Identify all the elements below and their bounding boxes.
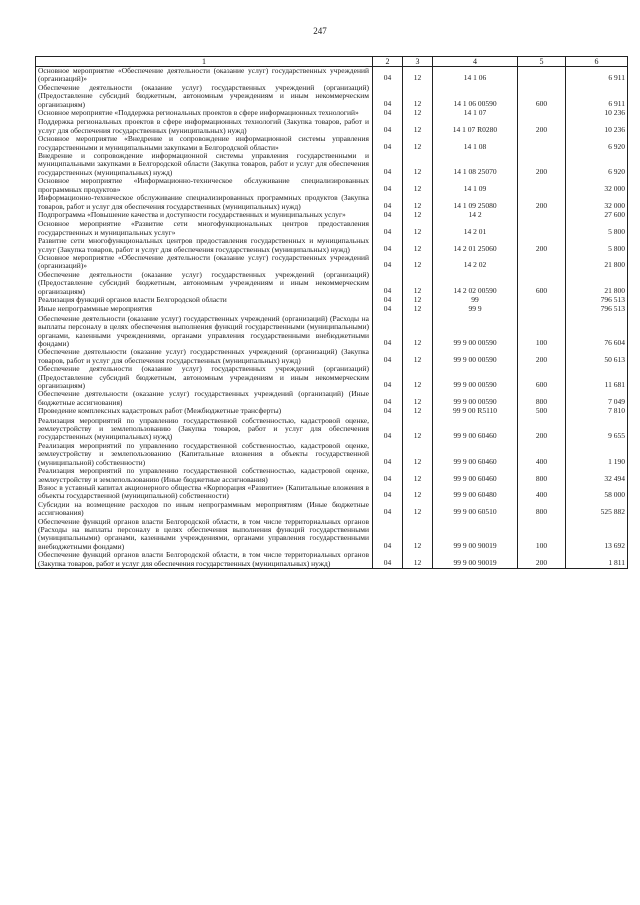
row-section: 04 bbox=[373, 551, 403, 568]
table-row bbox=[36, 67, 628, 84]
row-amount: 76 604 bbox=[566, 315, 628, 349]
row-amount: 21 800 bbox=[566, 271, 628, 296]
row-expense-type: 500 bbox=[518, 407, 566, 416]
row-section: 04 bbox=[373, 220, 403, 237]
table-row bbox=[36, 254, 628, 271]
row-subsection: 12 bbox=[403, 551, 433, 568]
row-subsection: 12 bbox=[403, 118, 433, 135]
row-subsection: 12 bbox=[403, 152, 433, 177]
row-section: 04 bbox=[373, 84, 403, 109]
row-name: Иные непрограммные мероприятия bbox=[36, 305, 373, 314]
row-name: Основное мероприятие «Внедрение и сопровождение информационной системы управления государственными и муниципальными закупками в Белгородской области» bbox=[36, 135, 373, 152]
row-expense-type bbox=[518, 220, 566, 237]
row-target-code: 14 2 02 00590 bbox=[433, 271, 518, 296]
row-name: Основное мероприятие «Обеспечение деятельности (оказание услуг) государственных учреждений (организаций)» bbox=[36, 67, 373, 84]
row-subsection: 12 bbox=[403, 177, 433, 194]
row-section: 04 bbox=[373, 271, 403, 296]
row-expense-type: 200 bbox=[518, 551, 566, 568]
row-target-code: 14 1 06 bbox=[433, 67, 518, 84]
row-target-code: 99 9 00 00590 bbox=[433, 315, 518, 349]
table-row bbox=[36, 135, 628, 152]
row-target-code: 99 9 00 60510 bbox=[433, 501, 518, 518]
row-section: 04 bbox=[373, 315, 403, 349]
row-name: Основное мероприятие «Развитие сети многофункциональных центров предоставления государственных и муниципальных услуг» bbox=[36, 220, 373, 237]
row-expense-type: 200 bbox=[518, 194, 566, 211]
row-subsection: 12 bbox=[403, 220, 433, 237]
row-expense-type: 100 bbox=[518, 315, 566, 349]
row-name: Информационно-техническое обслуживание специализированных программных продуктов (Закупка товаров, работ и услуг для обеспечения государственных (муниципальных) нужд) bbox=[36, 194, 373, 211]
row-name: Обеспечение деятельности (оказание услуг) государственных учреждений (организаций) (Предоставление субсидий бюджетным, автономным учреждениям и иным некоммерческим организациям) bbox=[36, 271, 373, 296]
row-amount: 21 800 bbox=[566, 254, 628, 271]
row-section: 04 bbox=[373, 177, 403, 194]
row-subsection: 12 bbox=[403, 407, 433, 416]
row-subsection: 12 bbox=[403, 390, 433, 407]
row-target-code: 99 9 00 90019 bbox=[433, 551, 518, 568]
row-name: Реализация функций органов власти Белгородской области bbox=[36, 296, 373, 305]
row-expense-type: 800 bbox=[518, 390, 566, 407]
row-target-code: 99 9 bbox=[433, 305, 518, 314]
row-target-code: 99 9 00 00590 bbox=[433, 365, 518, 390]
row-subsection: 12 bbox=[403, 237, 433, 254]
row-name: Подпрограмма «Повышение качества и доступности государственных и муниципальных услуг» bbox=[36, 211, 373, 220]
row-section: 04 bbox=[373, 254, 403, 271]
row-expense-type bbox=[518, 211, 566, 220]
row-expense-type: 200 bbox=[518, 237, 566, 254]
row-amount: 6 911 bbox=[566, 84, 628, 109]
row-target-code: 14 1 08 bbox=[433, 135, 518, 152]
row-name: Взнос в уставный капитал акционерного общества «Корпорация «Развитие» (Капитальные вложения в объекты государственной (муниципальной) собственности) bbox=[36, 484, 373, 501]
row-target-code: 99 bbox=[433, 296, 518, 305]
row-expense-type bbox=[518, 177, 566, 194]
row-amount: 6 920 bbox=[566, 152, 628, 177]
column-header: 2 bbox=[373, 57, 403, 67]
row-amount: 27 600 bbox=[566, 211, 628, 220]
budget-table bbox=[35, 56, 628, 569]
row-subsection: 12 bbox=[403, 84, 433, 109]
table-row bbox=[36, 467, 628, 484]
row-section: 04 bbox=[373, 417, 403, 442]
column-header: 5 bbox=[518, 57, 566, 67]
row-expense-type: 800 bbox=[518, 467, 566, 484]
row-section: 04 bbox=[373, 501, 403, 518]
row-expense-type: 400 bbox=[518, 442, 566, 467]
table-row bbox=[36, 365, 628, 390]
row-section: 04 bbox=[373, 211, 403, 220]
row-expense-type: 400 bbox=[518, 484, 566, 501]
row-amount: 13 692 bbox=[566, 518, 628, 552]
row-target-code: 14 2 01 bbox=[433, 220, 518, 237]
row-expense-type: 100 bbox=[518, 518, 566, 552]
row-subsection: 12 bbox=[403, 417, 433, 442]
row-section: 04 bbox=[373, 348, 403, 365]
row-section: 04 bbox=[373, 467, 403, 484]
row-section: 04 bbox=[373, 484, 403, 501]
row-amount: 796 513 bbox=[566, 305, 628, 314]
row-amount: 11 681 bbox=[566, 365, 628, 390]
table-row bbox=[36, 194, 628, 211]
table-row bbox=[36, 518, 628, 552]
row-section: 04 bbox=[373, 67, 403, 84]
row-subsection: 12 bbox=[403, 501, 433, 518]
row-name: Обеспечение деятельности (оказание услуг) государственных учреждений (организаций) (Предоставление субсидий бюджетным, автономным учреждениям и иным некоммерческим организациям) bbox=[36, 365, 373, 390]
row-target-code: 99 9 00 R5110 bbox=[433, 407, 518, 416]
table-row bbox=[36, 315, 628, 349]
row-subsection: 12 bbox=[403, 67, 433, 84]
table-row bbox=[36, 484, 628, 501]
row-expense-type bbox=[518, 67, 566, 84]
row-subsection: 12 bbox=[403, 442, 433, 467]
row-section: 04 bbox=[373, 442, 403, 467]
row-name: Внедрение и сопровождение информационной системы управления государственными и муниципальными закупками в Белгородской области (Закупка товаров, работ и услуг для обеспечения государственных (муниципальных) нужд) bbox=[36, 152, 373, 177]
row-section: 04 bbox=[373, 518, 403, 552]
table-row bbox=[36, 84, 628, 109]
row-name: Проведение комплексных кадастровых работ (Межбюджетные трансферты) bbox=[36, 407, 373, 416]
page-number: 247 bbox=[313, 26, 327, 36]
row-subsection: 12 bbox=[403, 109, 433, 118]
table-row bbox=[36, 118, 628, 135]
row-section: 04 bbox=[373, 109, 403, 118]
row-target-code: 99 9 00 60480 bbox=[433, 484, 518, 501]
row-expense-type: 600 bbox=[518, 84, 566, 109]
row-target-code: 99 9 00 60460 bbox=[433, 442, 518, 467]
row-target-code: 14 1 09 25080 bbox=[433, 194, 518, 211]
row-name: Субсидии на возмещение расходов по иным непрограммным мероприятиям (Иные бюджетные ассигнования) bbox=[36, 501, 373, 518]
row-section: 04 bbox=[373, 390, 403, 407]
row-name: Обеспечение функций органов власти Белгородской области, в том числе территориальных органов (Закупка товаров, работ и услуг для обеспечения государственных (муниципальных) нужд) bbox=[36, 551, 373, 568]
row-amount: 5 800 bbox=[566, 220, 628, 237]
table-row bbox=[36, 237, 628, 254]
row-name: Обеспечение деятельности (оказание услуг) государственных учреждений (организаций) (Предоставление субсидий бюджетным, автономным учреждениям и иным некоммерческим организациям) bbox=[36, 84, 373, 109]
row-expense-type bbox=[518, 109, 566, 118]
row-amount: 796 513 bbox=[566, 296, 628, 305]
row-target-code: 14 1 07 R0280 bbox=[433, 118, 518, 135]
row-amount: 6 920 bbox=[566, 135, 628, 152]
row-amount: 7 810 bbox=[566, 407, 628, 416]
row-amount: 50 613 bbox=[566, 348, 628, 365]
row-expense-type: 200 bbox=[518, 417, 566, 442]
row-subsection: 12 bbox=[403, 518, 433, 552]
row-name: Реализация мероприятий по управлению государственной собственностью, кадастровой оценке, землеустройству и землепользованию (Иные бюджетные ассигнования) bbox=[36, 467, 373, 484]
row-section: 04 bbox=[373, 296, 403, 305]
row-name: Реализация мероприятий по управлению государственной собственностью, кадастровой оценке, землеустройству и землепользованию (Капитальные вложения в объекты государственной (муниципальной) собственности) bbox=[36, 442, 373, 467]
row-name: Основное мероприятие «Обеспечение деятельности (оказание услуг) государственных учреждений (организаций)» bbox=[36, 254, 373, 271]
header-row bbox=[36, 57, 628, 67]
row-section: 04 bbox=[373, 152, 403, 177]
table-row bbox=[36, 152, 628, 177]
row-amount: 10 236 bbox=[566, 109, 628, 118]
table-row bbox=[36, 348, 628, 365]
row-expense-type: 800 bbox=[518, 501, 566, 518]
row-name: Обеспечение функций органов власти Белгородской области, в том числе территориальных органов (Расходы на выплаты персоналу в целях обеспечения выполнения функций государственными (муниципальными) органами, казенными учреждениями, органами управления государственными внебюджетными фондами) bbox=[36, 518, 373, 552]
table-row bbox=[36, 551, 628, 568]
table-row bbox=[36, 177, 628, 194]
row-subsection: 12 bbox=[403, 305, 433, 314]
row-amount: 10 236 bbox=[566, 118, 628, 135]
row-target-code: 14 2 02 bbox=[433, 254, 518, 271]
row-subsection: 12 bbox=[403, 135, 433, 152]
row-target-code: 14 1 07 bbox=[433, 109, 518, 118]
table-row bbox=[36, 501, 628, 518]
row-section: 04 bbox=[373, 237, 403, 254]
row-section: 04 bbox=[373, 118, 403, 135]
row-subsection: 12 bbox=[403, 271, 433, 296]
row-section: 04 bbox=[373, 135, 403, 152]
table-row bbox=[36, 271, 628, 296]
row-expense-type bbox=[518, 254, 566, 271]
row-amount: 58 000 bbox=[566, 484, 628, 501]
row-section: 04 bbox=[373, 194, 403, 211]
row-target-code: 14 2 bbox=[433, 211, 518, 220]
row-target-code: 14 2 01 25060 bbox=[433, 237, 518, 254]
row-section: 04 bbox=[373, 407, 403, 416]
column-header: 1 bbox=[36, 57, 373, 67]
row-subsection: 12 bbox=[403, 484, 433, 501]
row-target-code: 99 9 00 00590 bbox=[433, 390, 518, 407]
row-subsection: 12 bbox=[403, 315, 433, 349]
row-target-code: 99 9 00 90019 bbox=[433, 518, 518, 552]
row-amount: 32 494 bbox=[566, 467, 628, 484]
table-row bbox=[36, 220, 628, 237]
row-subsection: 12 bbox=[403, 365, 433, 390]
row-amount: 525 882 bbox=[566, 501, 628, 518]
row-subsection: 12 bbox=[403, 254, 433, 271]
row-name: Основное мероприятие «Информационно-техническое обслуживание специализированных программных продуктов» bbox=[36, 177, 373, 194]
row-section: 04 bbox=[373, 305, 403, 314]
row-amount: 5 800 bbox=[566, 237, 628, 254]
row-name: Обеспечение деятельности (оказание услуг) государственных учреждений (организаций) (Расходы на выплаты персоналу в целях обеспечения выполнения функций государственными (муниципальными) органами, казенными учреждениями, органами управления государственными внебюджетными фондами) bbox=[36, 315, 373, 349]
row-target-code: 99 9 00 60460 bbox=[433, 467, 518, 484]
row-expense-type bbox=[518, 135, 566, 152]
column-header: 6 bbox=[566, 57, 628, 67]
row-subsection: 12 bbox=[403, 348, 433, 365]
row-amount: 1 811 bbox=[566, 551, 628, 568]
row-expense-type: 600 bbox=[518, 271, 566, 296]
column-header: 4 bbox=[433, 57, 518, 67]
row-section: 04 bbox=[373, 365, 403, 390]
column-header: 3 bbox=[403, 57, 433, 67]
row-subsection: 12 bbox=[403, 467, 433, 484]
row-target-code: 99 9 00 60460 bbox=[433, 417, 518, 442]
row-expense-type: 200 bbox=[518, 348, 566, 365]
row-expense-type bbox=[518, 305, 566, 314]
row-name: Обеспечение деятельности (оказание услуг) государственных учреждений (организаций) (Иные бюджетные ассигнования) bbox=[36, 390, 373, 407]
row-name: Реализация мероприятий по управлению государственной собственностью, кадастровой оценке, землеустройству и землепользованию (Закупка товаров, работ и услуг для обеспечения государственных (муниципальных) нужд) bbox=[36, 417, 373, 442]
row-amount: 9 655 bbox=[566, 417, 628, 442]
row-expense-type: 200 bbox=[518, 118, 566, 135]
table-body bbox=[36, 67, 628, 569]
row-name: Поддержка региональных проектов в сфере информационных технологий (Закупка товаров, работ и услуг для обеспечения государственных (муниципальных) нужд) bbox=[36, 118, 373, 135]
row-subsection: 12 bbox=[403, 194, 433, 211]
row-expense-type bbox=[518, 296, 566, 305]
row-expense-type: 200 bbox=[518, 152, 566, 177]
row-amount: 6 911 bbox=[566, 67, 628, 84]
row-subsection: 12 bbox=[403, 211, 433, 220]
row-amount: 32 000 bbox=[566, 177, 628, 194]
row-target-code: 14 1 09 bbox=[433, 177, 518, 194]
row-expense-type: 600 bbox=[518, 365, 566, 390]
row-name: Основное мероприятие «Поддержка региональных проектов в сфере информационных технологий» bbox=[36, 109, 373, 118]
row-amount: 7 049 bbox=[566, 390, 628, 407]
row-amount: 32 000 bbox=[566, 194, 628, 211]
table-row bbox=[36, 390, 628, 407]
row-target-code: 14 1 06 00590 bbox=[433, 84, 518, 109]
row-subsection: 12 bbox=[403, 296, 433, 305]
row-target-code: 14 1 08 25070 bbox=[433, 152, 518, 177]
table-row bbox=[36, 442, 628, 467]
row-amount: 1 190 bbox=[566, 442, 628, 467]
row-target-code: 99 9 00 00590 bbox=[433, 348, 518, 365]
row-name: Обеспечение деятельности (оказание услуг) государственных учреждений (организаций) (Закупка товаров, работ и услуг для обеспечения государственных (муниципальных) нужд) bbox=[36, 348, 373, 365]
row-name: Развитие сети многофункциональных центров предоставления государственных и муниципальных услуг (Закупка товаров, работ и услуг для обеспечения государственных (муниципальных) нужд) bbox=[36, 237, 373, 254]
table-row bbox=[36, 417, 628, 442]
